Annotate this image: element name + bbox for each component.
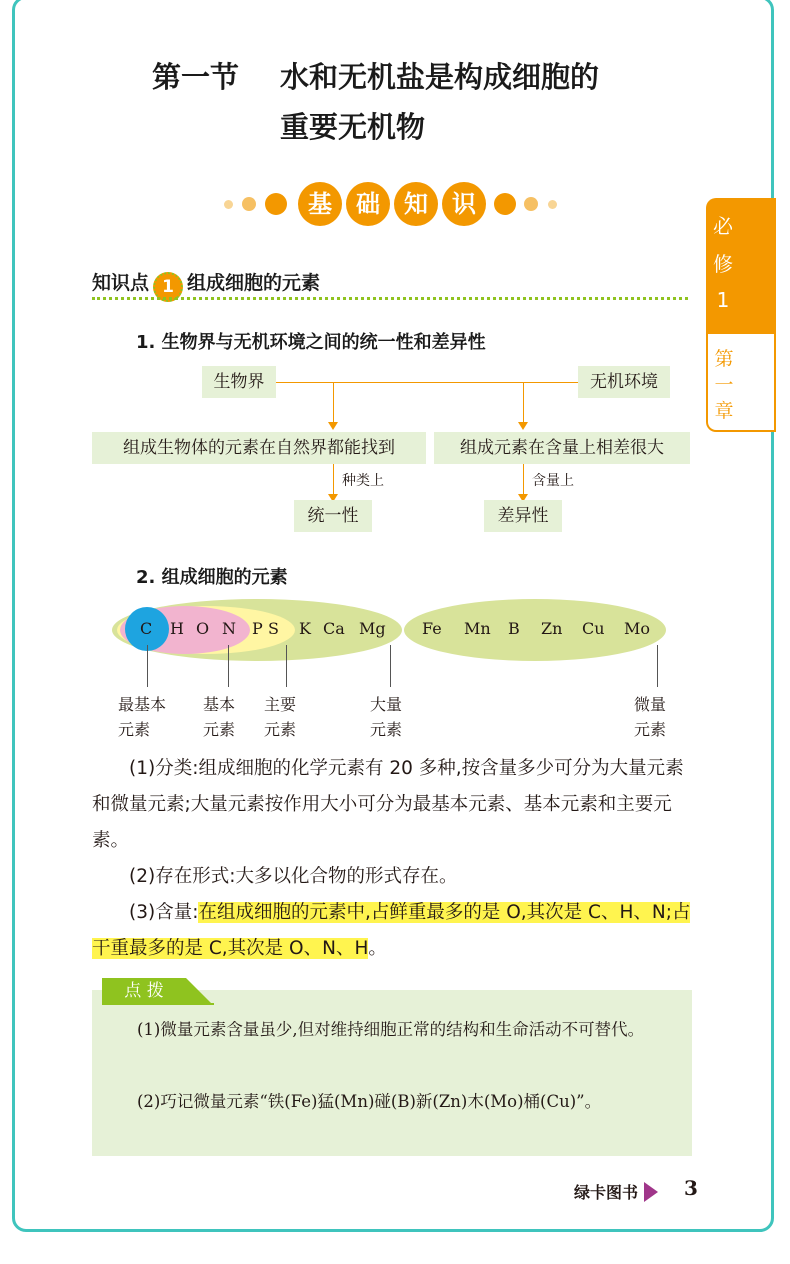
tip-item-2: (2)巧记微量元素“铁(Fe)猛(Mn)碰(B)新(Zn)木(Mo)桶(Cu)”。 [137,1092,602,1111]
banner-char: 基 [298,182,342,226]
paragraph-form: (2)存在形式:大多以化合物的形式存在。 [129,866,458,887]
connector-line [333,382,334,422]
box-unity-statement: 组成生物体的元素在自然界都能找到 [92,432,426,464]
basic-knowledge-banner [220,182,570,226]
triangle-icon [644,1182,658,1202]
dot-icon [224,200,233,209]
element-symbol: Mn [464,619,491,638]
side-tab-char: 修 [713,252,733,276]
dot-icon [494,193,516,215]
dot-icon [524,197,538,211]
element-symbol: Mo [624,619,651,638]
pointer-line [390,645,391,687]
arrow-label-kind: 种类上 [342,473,384,489]
paragraph-content: (3)含量:在组成细胞的元素中,占鲜重最多的是 O,其次是 C、H、N;占干重最多的是 C,其次是 O、N、H。 [92,902,691,959]
label-fundamental: 最基本 元素 [118,695,167,739]
banner-char: 知 [394,182,438,226]
connector-line [276,382,578,383]
highlighted-text: 在组成细胞的元素中,占鲜重最多的是 O,其次是 C、H、N;占干重最多的是 C,其次是 O、N、H [92,902,691,959]
box-difference-statement: 组成元素在含量上相差很大 [434,432,690,464]
connector-line [523,464,524,494]
knowledge-point-title: 组成细胞的元素 [187,272,321,294]
box-environment: 无机环境 [578,366,670,398]
tip-tab-corner [186,978,212,1004]
box-biosphere: 生物界 [202,366,276,398]
side-tab-chapter [706,334,776,432]
tip-item-1: (1)微量元素含量虽少,但对维持细胞正常的结构和生命活动不可替代。 [137,1020,645,1039]
section-number: 第一节 [152,60,240,94]
page-title [152,52,599,152]
pointer-line [228,645,229,687]
knowledge-point-prefix: 知识点 [92,272,150,294]
element-symbol: Mg [359,619,386,638]
box-difference: 差异性 [484,500,562,532]
subheading-1: 1. 生物界与无机环境之间的统一性和差异性 [136,332,486,353]
knowledge-point-number: 1 [153,272,183,302]
connector-line [333,464,334,494]
dot-icon [265,193,287,215]
element-symbol: Fe [422,619,442,638]
element-symbol: C [140,619,153,638]
label-macro: 大量 元素 [370,695,403,739]
side-tab-char: 一 [714,374,734,396]
title-line1: 水和无机盐是构成细胞的 [280,60,600,94]
element-symbol: O [196,619,210,638]
footer-brand: 绿卡图书 [574,1180,658,1203]
arrow-down-icon [518,422,528,430]
arrow-down-icon [328,422,338,430]
side-tab-char: 第 [714,348,734,370]
element-symbol: H [170,619,184,638]
side-tab-char: 必 [713,214,733,238]
banner-char: 础 [346,182,390,226]
box-unity: 统一性 [294,500,372,532]
side-tab-book [706,198,776,334]
element-symbol: N [222,619,236,638]
tip-underline [102,1003,214,1005]
label-basic: 基本 元素 [203,695,236,739]
element-symbol: B [508,619,520,638]
tip-label: 点 拨 [102,978,186,1004]
dot-icon [242,197,256,211]
label-trace: 微量 元素 [634,695,667,739]
pointer-line [147,645,148,687]
pointer-line [657,645,658,687]
element-symbol: Ca [323,619,345,638]
arrow-label-content: 含量上 [532,473,574,489]
page-number: 3 [684,1176,698,1200]
banner-char: 识 [442,182,486,226]
title-line2: 重要无机物 [280,110,426,144]
element-symbol: Zn [541,619,563,638]
dot-icon [548,200,557,209]
connector-line [523,382,524,422]
side-tab-char: 章 [714,400,734,422]
element-symbol: Cu [582,619,605,638]
paragraph-classification: (1)分类:组成细胞的化学元素有 20 多种,按含量多少可分为大量元素和微量元素;大量元素按作用大小可分为最基本元素、基本元素和主要元素。 [92,758,684,851]
side-tab-char: 1 [716,288,730,312]
subheading-2: 2. 组成细胞的元素 [136,567,288,588]
dotted-divider [92,297,688,300]
element-symbol: S [268,619,279,638]
pointer-line [286,645,287,687]
element-symbol: K [299,619,311,638]
label-main: 主要 元素 [264,695,297,739]
element-symbol: P [252,619,263,638]
